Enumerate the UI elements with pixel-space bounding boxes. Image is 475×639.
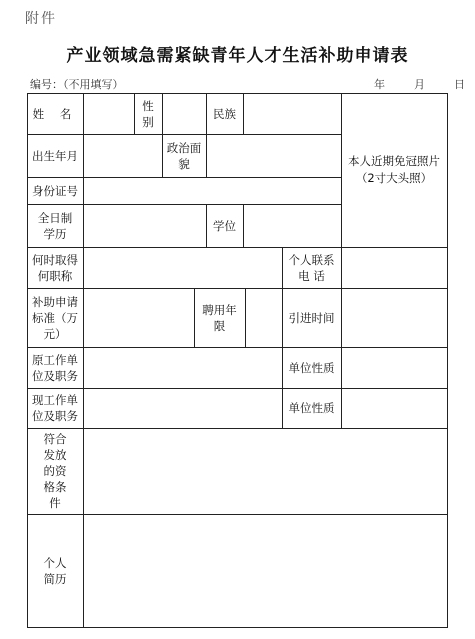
resume-label: 个人 简历 [43,556,67,586]
cur-job-label: 现工作单 位及职务 [32,393,78,423]
term-field[interactable] [246,289,282,347]
prev-nature-label: 单位性质 [288,360,335,375]
id-label: 身份证号 [32,183,78,198]
birth-label: 出生年月 [32,148,78,163]
form-title: 产业领域急需紧缺青年人才生活补助申请表 [66,46,409,66]
date-month: 月 [414,78,425,91]
phone-field[interactable] [342,248,447,288]
title-time-label: 何时取得 何职称 [32,252,78,283]
degree-field[interactable] [244,205,341,247]
number-label: 编号：（不用填写） [30,78,124,91]
cur-nature-label: 单位性质 [288,401,335,415]
birth-field[interactable] [84,135,162,177]
education-label: 全日制 学历 [37,210,73,241]
title-time-field[interactable] [84,248,282,288]
intro-time-field[interactable] [342,289,447,347]
conditions-label: 符合 发放 的资 格条 件 [43,432,67,510]
name-label: 姓 名 [32,106,78,121]
date-year: 年 [374,78,385,91]
standard-field[interactable] [84,289,194,347]
prev-job-label: 原工作单 位及职务 [32,352,78,383]
standard-label: 补助申请 标准（万 元） [32,294,78,341]
prev-job-field[interactable] [84,348,282,388]
resume-field[interactable] [84,515,447,627]
date-day: 日 [454,78,465,91]
ethnicity-label: 民族 [213,106,236,121]
gender-field[interactable] [163,94,206,134]
phone-label: 个人联系 电 话 [288,252,335,283]
cur-job-field[interactable] [84,389,282,428]
cur-nature-field[interactable] [342,389,447,428]
date-line [374,76,465,92]
application-form [27,93,448,628]
degree-label: 学位 [213,218,236,233]
prev-nature-field[interactable] [342,348,447,388]
education-field[interactable] [84,205,206,247]
conditions-field[interactable] [84,429,447,514]
photo-label: 本人近期免冠照片 （2寸大头照） [348,154,440,185]
id-field[interactable] [84,178,341,204]
intro-time-label: 引进时间 [288,310,335,325]
name-field[interactable] [84,94,134,134]
term-label: 聘用年 限 [202,302,237,333]
gender-label: 性 别 [142,98,154,129]
ethnicity-field[interactable] [244,94,341,134]
political-field[interactable] [207,135,341,177]
attachment-label: 附件 [25,11,57,27]
political-label: 政治面 貌 [166,140,202,171]
